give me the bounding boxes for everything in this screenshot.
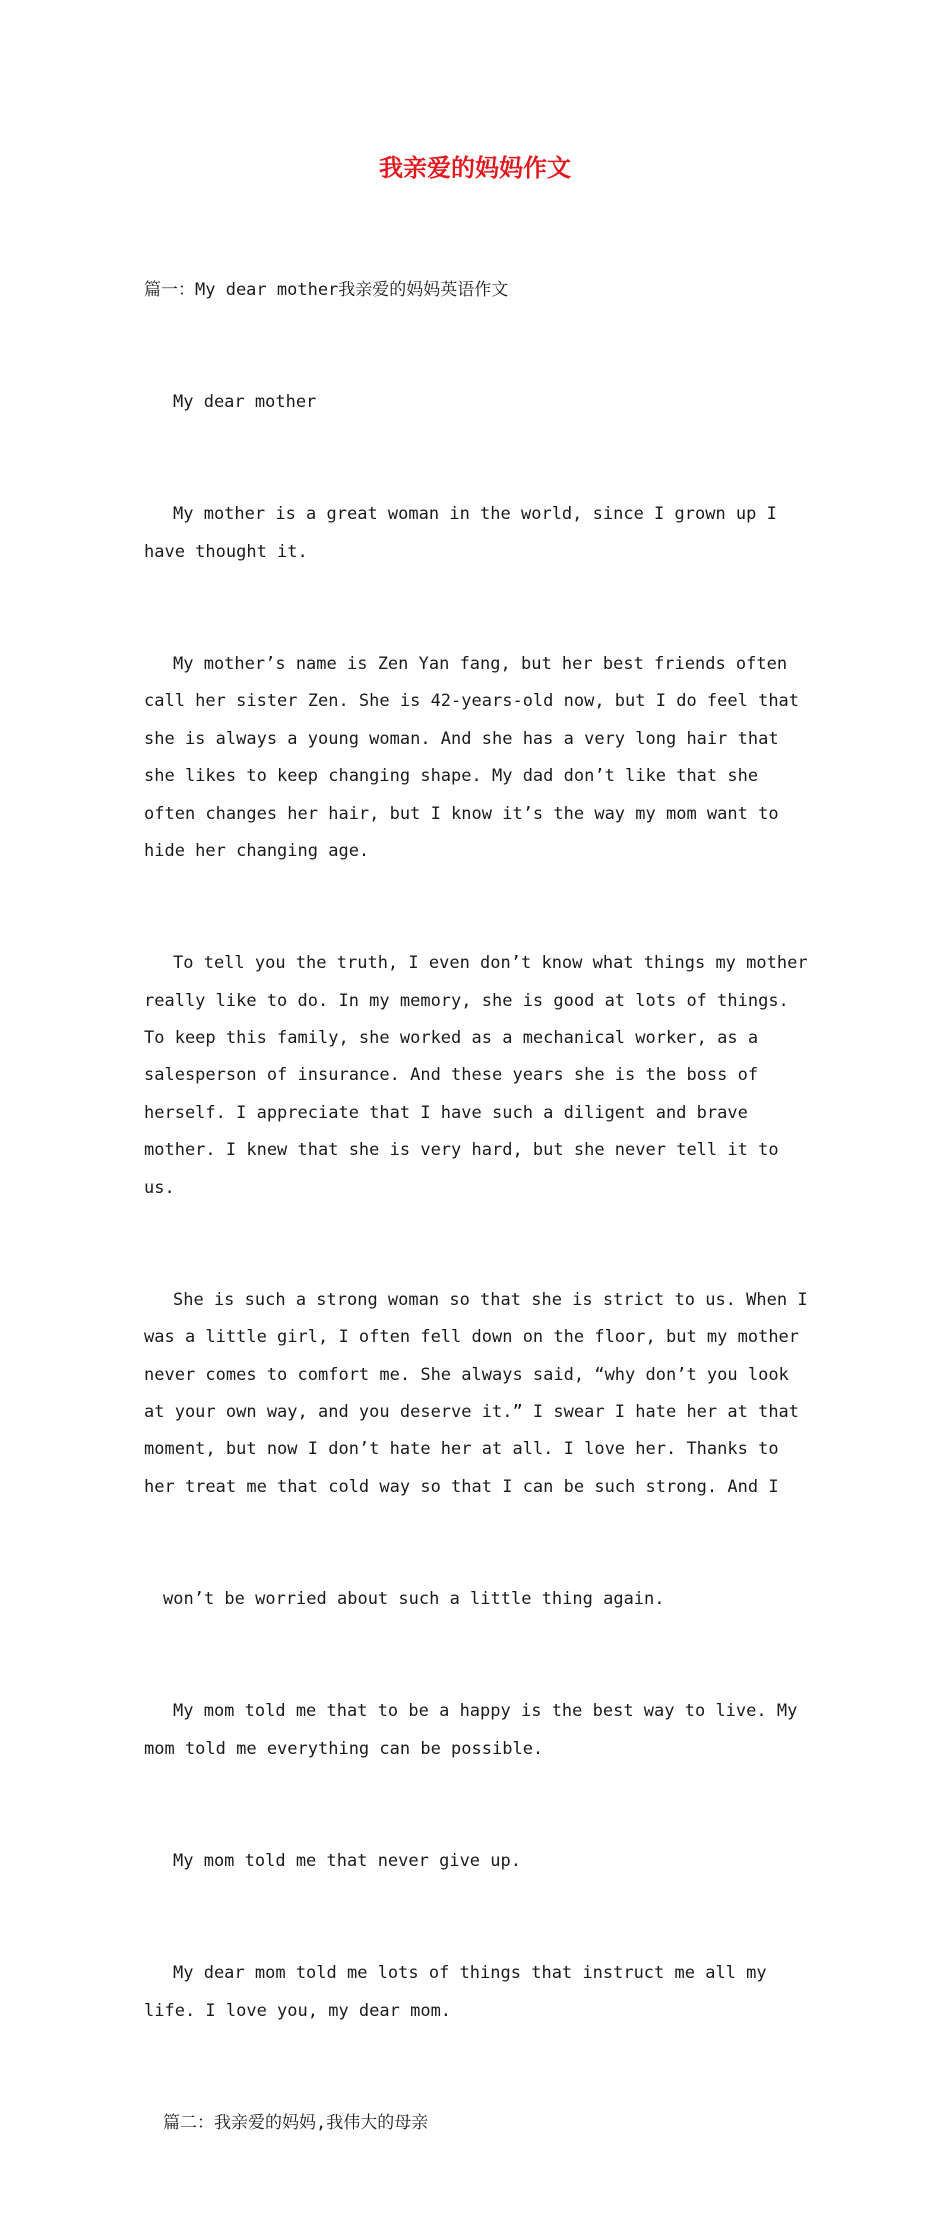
paragraph: My mother is a great woman in the world, since I grown up I have thought it. [144, 504, 788, 562]
paragraph: She is such a strong woman so that she is strict to us. When I was a little girl, I often fell down on the floor, but my mother never comes to comfort me. She always said, “why don’t you look at your own way, and you deserve it.” I swear I hate her at that moment, but now I don’t hate her at all. I love her. Thanks to her treat me that cold way so that I can be such strong. And I [144, 1289, 818, 1497]
paragraph: My mom told me that never give up. [173, 1850, 521, 1871]
section-heading-2: 篇二：我亲爱的妈妈,我伟大的母亲 [163, 2112, 429, 2133]
document-title: 我亲爱的妈妈作文 [379, 153, 571, 182]
paragraph: My mom told me that to be a happy is the best way to live. My mom told me everything can be possible. [144, 1701, 808, 1759]
paragraph: My mother’s name is Zen Yan fang, but her best friends often call her sister Zen. She is 42-years-old now, but I do feel that she is always a young woman. And she has a very long hair that she likes to keep changing shape. My dad don’t like that she often changes her hair, but I know it’s the way my mom want to hide her changing age. [144, 653, 810, 861]
section-heading-1: 篇一：My dear mother我亲爱的妈妈英语作文 [144, 279, 509, 300]
paragraph: won’t be worried about such a little thing again. [163, 1589, 665, 1610]
paragraph: To tell you the truth, I even don’t know what things my mother really like to do. In my memory, she is good at lots of things. To keep this family, she worked as a mechanical worker, as a salesperson of insurance. And these years she is the boss of herself. I appreciate that I have such a diligent and brave mother. I knew that she is very hard, but she never tell it to us. [144, 953, 818, 1198]
paragraph: My dear mom told me lots of things that instruct me all my life. I love you, my dear mom. [144, 1963, 777, 2021]
document-body [144, 197, 816, 2217]
paragraph: My dear mother [173, 392, 317, 413]
